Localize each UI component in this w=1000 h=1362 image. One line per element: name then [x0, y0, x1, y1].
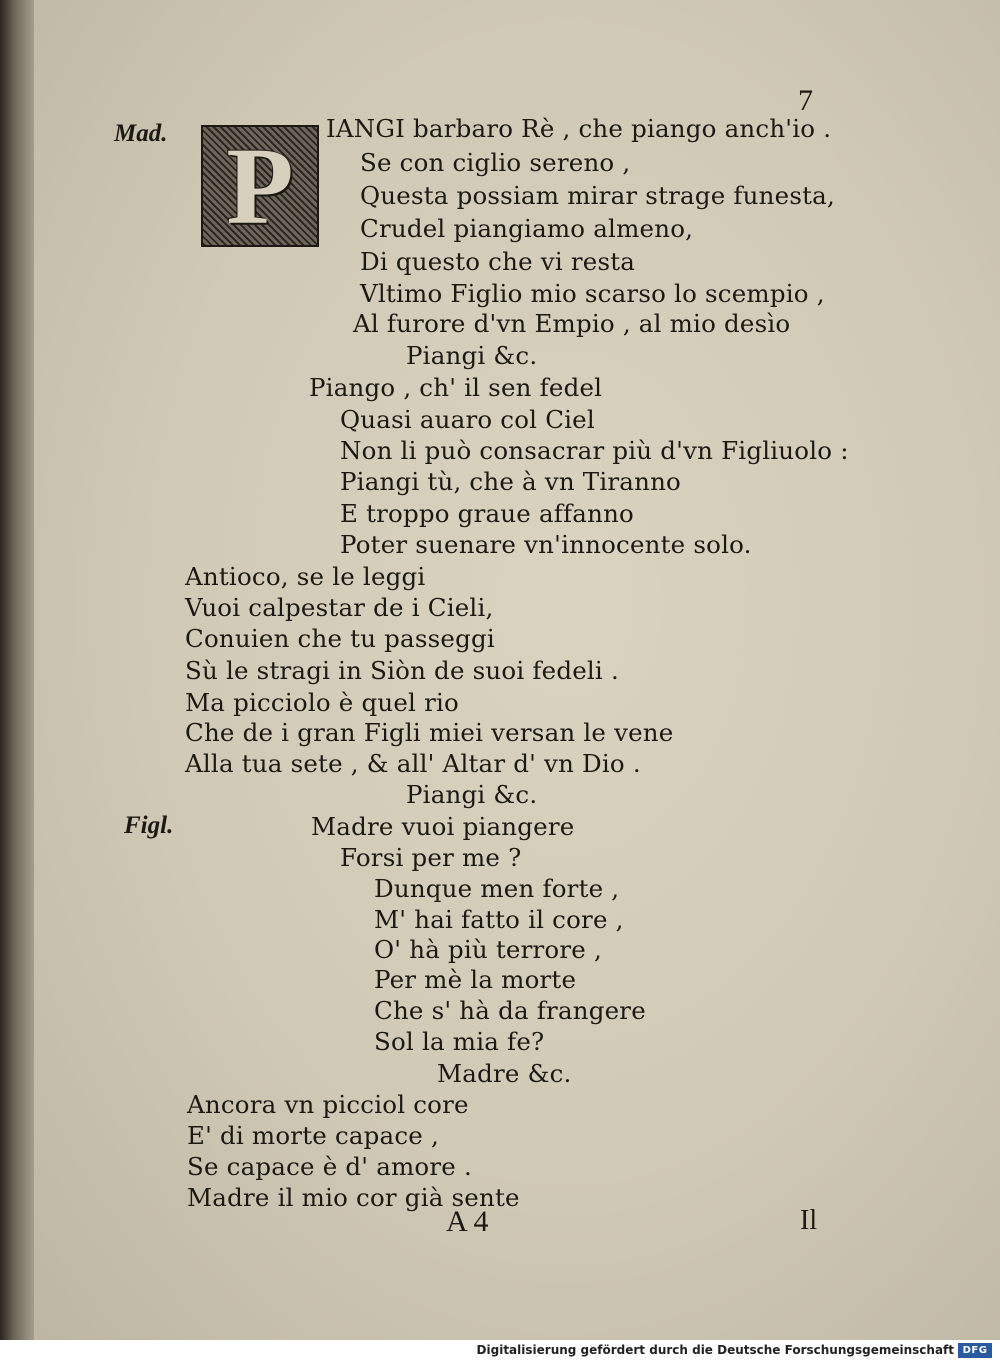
speaker-label-figl: Figl.: [124, 812, 174, 839]
verse-line: Vuoi calpestar de i Cieli,: [185, 593, 494, 622]
verse-line: Madre il mio cor già sente: [187, 1183, 520, 1212]
verse-line: Ma picciolo è quel rio: [185, 688, 459, 717]
verse-line: Alla tua sete , & all' Altar d' vn Dio .: [185, 749, 641, 778]
verse-line: Di questo che vi resta: [360, 247, 636, 276]
verse-line: Crudel piangiamo almeno,: [360, 214, 694, 243]
verse-line: Madre vuoi piangere: [311, 812, 575, 841]
verse-line: Poter suenare vn'innocente solo.: [340, 530, 752, 559]
catchword: Il: [800, 1205, 818, 1236]
verse-line: Forsi per me ?: [340, 843, 522, 872]
funding-credit: Digitalisierung gefördert durch die Deutsche Forschungsgemeinschaft: [476, 1343, 954, 1357]
verse-line: Conuien che tu passeggi: [185, 624, 495, 653]
verse-line: Questa possiam mirar strage funesta,: [360, 181, 835, 210]
verse-line: Dunque men forte ,: [374, 874, 620, 903]
verse-line: Se capace è d' amore .: [187, 1152, 472, 1181]
verse-line: IANGI barbaro Rè , che piango anch'io .: [326, 114, 832, 143]
verse-line: Se con ciglio sereno ,: [360, 148, 631, 177]
verse-line: Piangi tù, che à vn Tiranno: [340, 467, 682, 496]
refrain-line: Piangi &c.: [406, 341, 538, 370]
signature-mark: A 4: [446, 1205, 489, 1238]
verse-line: E' di morte capace ,: [187, 1121, 439, 1150]
initial-letter: P: [226, 125, 294, 247]
decorated-initial: [201, 125, 319, 247]
verse-line: Sù le stragi in Siòn de suoi fedeli .: [185, 656, 619, 685]
page-number: 7: [798, 84, 813, 117]
verse-line: M' hai fatto il core ,: [374, 905, 624, 934]
verse-line: Vltimo Figlio mio scarso lo scempio ,: [360, 279, 825, 308]
verse-line: Al furore d'vn Empio , al mio desìo: [353, 309, 791, 338]
dfg-logo-icon[interactable]: DFG: [958, 1343, 992, 1358]
verse-line: Quasi auaro col Ciel: [340, 405, 595, 434]
speaker-label-mad: Mad.: [114, 120, 168, 147]
verse-line: Piango , ch' il sen fedel: [309, 373, 603, 402]
verse-line: E troppo graue affanno: [340, 499, 635, 528]
verse-line: Antioco, se le leggi: [185, 562, 426, 591]
verse-line: O' hà più terrore ,: [374, 935, 602, 964]
verse-line: Che s' hà da frangere: [374, 996, 646, 1025]
refrain-line: Piangi &c.: [406, 780, 538, 809]
verse-line: Ancora vn picciol core: [187, 1090, 469, 1119]
verse-line: Sol la mia fe?: [374, 1027, 545, 1056]
book-binding: [0, 0, 34, 1340]
verse-line: Che de i gran Figli miei versan le vene: [185, 718, 674, 747]
verse-line: Per mè la morte: [374, 965, 577, 994]
footer-bar: [0, 1340, 1000, 1362]
refrain-line: Madre &c.: [437, 1059, 572, 1088]
verse-line: Non li può consacrar più d'vn Figliuolo :: [340, 436, 849, 465]
